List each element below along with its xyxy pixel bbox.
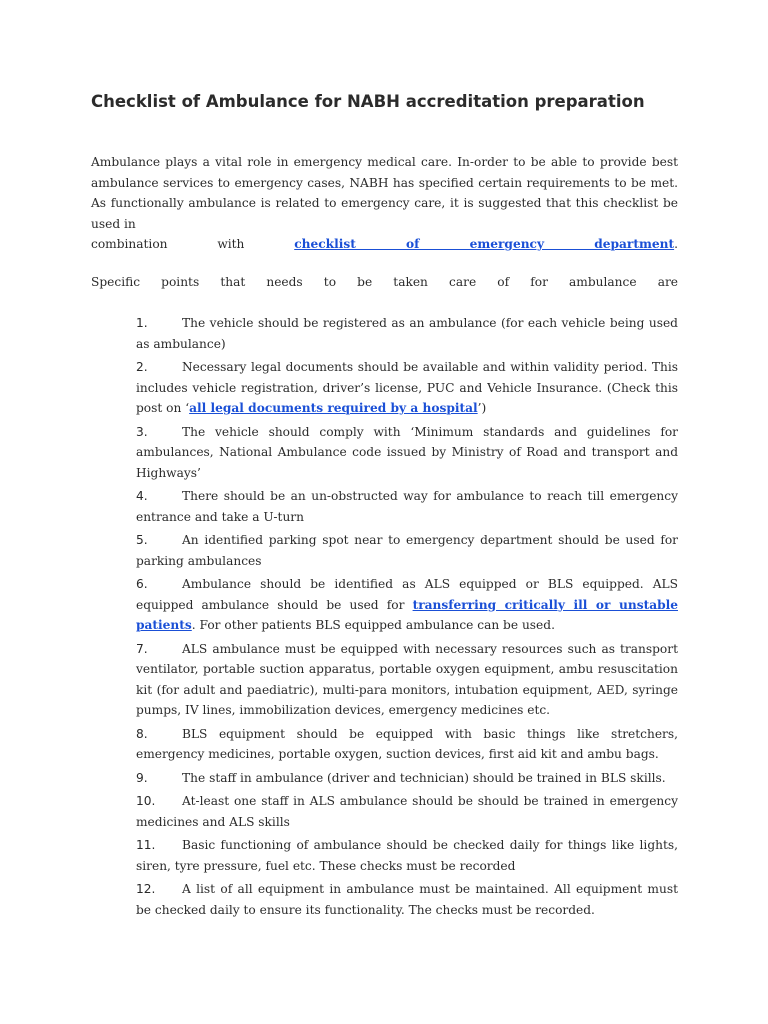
list-item-number: 12. xyxy=(136,882,156,896)
critically-ill-transfer-link[interactable]: transferring critically ill or unstable patients xyxy=(136,597,678,632)
list-item xyxy=(136,768,678,789)
list-item-text: At-least one staff in ALS ambulance should be should be trained in emergency medicines and ALS skills xyxy=(136,794,678,829)
list-item-number: 6. xyxy=(136,577,148,591)
list-item xyxy=(136,530,678,571)
list-item-text: Basic functioning of ambulance should be checked daily for things like lights, siren, tyre pressure, fuel etc. These checks must be recorded xyxy=(136,838,678,873)
list-item-text: A list of all equipment in ambulance must be maintained. All equipment must be checked daily to ensure its functionality. The checks must be recorded. xyxy=(136,882,678,917)
intro-lead-text: combination with xyxy=(91,237,295,251)
list-item-number: 8. xyxy=(136,726,148,741)
list-item xyxy=(136,422,678,484)
list-item xyxy=(136,313,678,354)
list-item-text: Ambulance should be identified as ALS equipped or BLS equipped. ALS equipped ambulance should be used for xyxy=(136,577,678,612)
list-item xyxy=(136,574,678,636)
intro-end-text: . xyxy=(674,237,678,251)
list-item-number: 10. xyxy=(136,794,156,808)
list-item-text: An identified parking spot near to emergency department should be used for parking ambulances xyxy=(136,533,678,568)
list-item-number: 5. xyxy=(136,533,148,547)
list-item-text: ALS ambulance must be equipped with necessary resources such as transport ventilator, portable suction apparatus, portable oxygen equipment, ambu resuscitation kit (for adult and paediatric), multi-para monitors, intubation equipment, AED, syringe pumps, IV lines, immobilization devices, emergency medicines etc. xyxy=(136,641,678,717)
page-title: Checklist of Ambulance for NABH accreditation preparation xyxy=(91,92,645,111)
list-item-number: 7. xyxy=(136,641,148,656)
specific-points-line: Specific points that needs to be taken care of for ambulance are xyxy=(91,275,678,289)
list-item-text: Necessary legal documents should be available and within validity period. This includes vehicle registration, driver’s license, PUC and Vehicle Insurance. (Check this post on ‘ xyxy=(136,360,678,415)
list-item xyxy=(136,791,678,832)
intro-text: Ambulance plays a vital role in emergency medical care. In-order to be able to provide best ambulance services to emergency cases, NABH has specified certain requirements to be met. As functionally ambulance is related to emergency care, it is suggested that this checklist be used in xyxy=(91,155,678,231)
emergency-checklist-link[interactable]: checklist of emergency department xyxy=(294,237,675,251)
list-item xyxy=(136,835,678,876)
list-item xyxy=(136,639,678,721)
list-item-number: 3. xyxy=(136,424,148,439)
list-item-text: There should be an un-obstructed way for ambulance to reach till emergency entrance and take a U-turn xyxy=(136,489,678,524)
list-item-number: 11. xyxy=(136,838,156,852)
list-item-text: BLS equipment should be equipped with basic things like stretchers, emergency medicines, portable oxygen, suction devices, first aid kit and ambu bags. xyxy=(136,726,678,761)
list-item-number: 4. xyxy=(136,489,148,503)
intro-last-line xyxy=(91,234,678,255)
list-item-number: 1. xyxy=(136,316,148,330)
list-item xyxy=(136,486,678,527)
list-item-text: The staff in ambulance (driver and technician) should be trained in BLS skills. xyxy=(182,770,666,785)
list-item-number: 9. xyxy=(136,770,148,785)
list-item-text-end: . For other patients BLS equipped ambulance can be used. xyxy=(191,618,555,632)
list-item xyxy=(136,357,678,419)
checklist xyxy=(136,313,678,923)
list-item-number: 2. xyxy=(136,360,148,374)
list-item-text-end: ’) xyxy=(477,401,487,415)
list-item xyxy=(136,724,678,765)
list-item xyxy=(136,879,678,920)
list-item-text: The vehicle should be registered as an ambulance (for each vehicle being used as ambulance) xyxy=(136,316,678,351)
legal-documents-link[interactable]: all legal documents required by a hospital xyxy=(189,401,478,415)
intro-paragraph xyxy=(91,152,678,255)
list-item-text: The vehicle should comply with ‘Minimum standards and guidelines for ambulances, National Ambulance code issued by Ministry of Road and transport and Highways’ xyxy=(136,424,678,480)
